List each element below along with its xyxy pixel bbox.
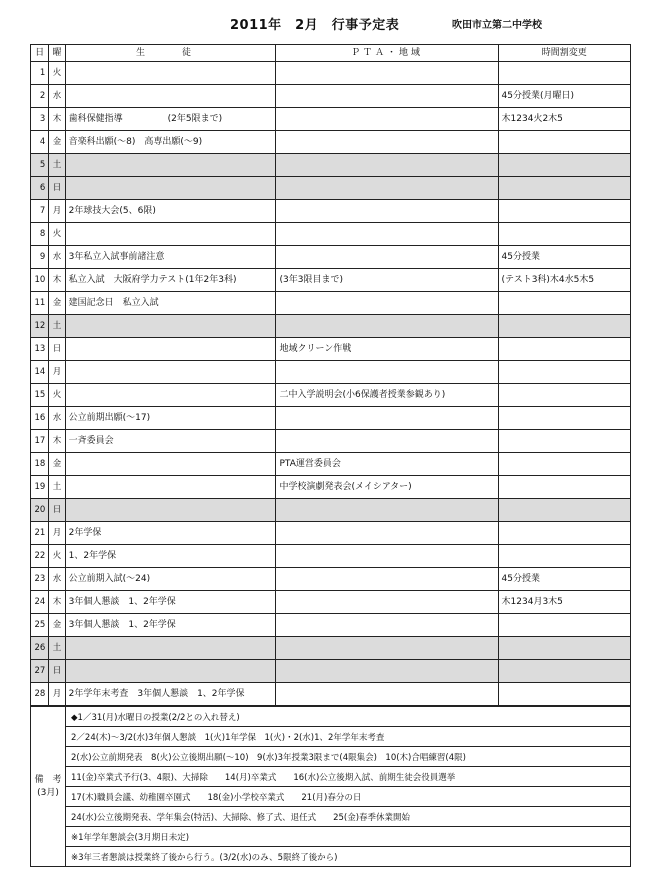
header-timetable: 時間割変更 (498, 45, 630, 62)
weekday-cell: 金 (49, 292, 65, 315)
weekday-cell: 日 (49, 177, 65, 200)
day-cell: 24 (31, 591, 49, 614)
day-cell: 15 (31, 384, 49, 407)
students-cell: 一斉委員会 (65, 430, 276, 453)
timetable-cell (498, 522, 630, 545)
day-cell: 11 (31, 292, 49, 315)
schedule-row (31, 499, 631, 522)
timetable-cell (498, 476, 630, 499)
day-cell: 5 (31, 154, 49, 177)
day-cell: 1 (31, 62, 49, 85)
weekday-cell: 月 (49, 361, 65, 384)
day-cell: 4 (31, 131, 49, 154)
students-cell (65, 62, 276, 85)
schedule-row (31, 269, 631, 292)
pta-cell (276, 200, 498, 223)
students-cell: 1、2年学保 (65, 545, 276, 568)
pta-cell (276, 108, 498, 131)
weekday-cell: 金 (49, 614, 65, 637)
day-cell: 28 (31, 683, 49, 706)
students-cell: 私立入試 大阪府学力テスト(1年2年3科) (65, 269, 276, 292)
header-students: 生 徒 (65, 45, 276, 62)
schedule-row (31, 361, 631, 384)
pta-cell: 二中入学説明会(小6保護者授業参観あり) (276, 384, 498, 407)
notes-row (31, 827, 631, 847)
schedule-row (31, 568, 631, 591)
header-weekday: 曜 (49, 45, 65, 62)
weekday-cell: 月 (49, 522, 65, 545)
pta-cell (276, 62, 498, 85)
timetable-cell (498, 683, 630, 706)
timetable-cell (498, 154, 630, 177)
notes-label-cell (31, 707, 66, 867)
students-cell (65, 476, 276, 499)
day-cell: 17 (31, 430, 49, 453)
document-title: 2011年 2月 行事予定表 (230, 18, 400, 33)
students-cell: 公立前期出願(～17) (65, 407, 276, 430)
notes-label-month: (3月) (37, 787, 59, 798)
weekday-cell: 木 (49, 108, 65, 131)
schedule-row (31, 62, 631, 85)
day-cell: 6 (31, 177, 49, 200)
header-pta: ＰＴＡ・地域 (276, 45, 498, 62)
schedule-row (31, 614, 631, 637)
schedule-row (31, 108, 631, 131)
weekday-cell: 水 (49, 568, 65, 591)
notes-line: ※1年学年懇談会(3月期日未定) (66, 827, 631, 847)
schedule-row (31, 131, 631, 154)
weekday-cell: 火 (49, 223, 65, 246)
day-cell: 12 (31, 315, 49, 338)
timetable-cell (498, 407, 630, 430)
timetable-cell (498, 361, 630, 384)
schedule-row (31, 315, 631, 338)
weekday-cell: 月 (49, 200, 65, 223)
notes-line: ※3年三者懇談は授業終了後から行う。(3/2(水)のみ、5限終了後から) (66, 847, 631, 867)
timetable-cell: 木1234火2木5 (498, 108, 630, 131)
students-cell (65, 660, 276, 683)
weekday-cell: 日 (49, 338, 65, 361)
students-cell: 3年私立入試事前諸注意 (65, 246, 276, 269)
weekday-cell: 月 (49, 683, 65, 706)
students-cell: 建国記念日 私立入試 (65, 292, 276, 315)
pta-cell (276, 637, 498, 660)
day-cell: 22 (31, 545, 49, 568)
pta-cell (276, 131, 498, 154)
pta-cell (276, 315, 498, 338)
students-cell: 公立前期入試(～24) (65, 568, 276, 591)
day-cell: 16 (31, 407, 49, 430)
schedule-row (31, 637, 631, 660)
weekday-cell: 火 (49, 545, 65, 568)
weekday-cell: 火 (49, 384, 65, 407)
timetable-cell: 45分授業 (498, 246, 630, 269)
timetable-cell (498, 637, 630, 660)
schedule-row (31, 476, 631, 499)
pta-cell (276, 683, 498, 706)
students-cell (65, 177, 276, 200)
day-cell: 9 (31, 246, 49, 269)
pta-cell (276, 407, 498, 430)
schedule-row (31, 453, 631, 476)
schedule-row (31, 384, 631, 407)
notes-line: 24(水)公立後期発表、学年集会(特活)、大掃除、修了式、退任式 25(金)春季休業開始 (66, 807, 631, 827)
schedule-row (31, 200, 631, 223)
students-cell (65, 85, 276, 108)
schedule-table (30, 44, 631, 706)
students-cell (65, 154, 276, 177)
timetable-cell (498, 499, 630, 522)
students-cell: 2年学年末考査 3年個人懇談 1、2年学保 (65, 683, 276, 706)
weekday-cell: 木 (49, 591, 65, 614)
students-cell: 2年球技大会(5、6限) (65, 200, 276, 223)
schedule-row (31, 407, 631, 430)
day-cell: 3 (31, 108, 49, 131)
notes-label: 備 考 (34, 774, 62, 785)
document-header (0, 14, 651, 34)
schedule-row (31, 223, 631, 246)
day-cell: 13 (31, 338, 49, 361)
timetable-cell (498, 200, 630, 223)
pta-cell: PTA運営委員会 (276, 453, 498, 476)
students-cell (65, 338, 276, 361)
schedule-row (31, 591, 631, 614)
timetable-cell (498, 384, 630, 407)
pta-cell (276, 154, 498, 177)
timetable-cell (498, 453, 630, 476)
weekday-cell: 水 (49, 85, 65, 108)
weekday-cell: 水 (49, 246, 65, 269)
weekday-cell: 水 (49, 407, 65, 430)
schedule-row (31, 85, 631, 108)
students-cell: 3年個人懇談 1、2年学保 (65, 591, 276, 614)
day-cell: 20 (31, 499, 49, 522)
pta-cell (276, 85, 498, 108)
day-cell: 7 (31, 200, 49, 223)
timetable-cell: 45分授業 (498, 568, 630, 591)
day-cell: 8 (31, 223, 49, 246)
pta-cell (276, 430, 498, 453)
timetable-cell (498, 614, 630, 637)
weekday-cell: 土 (49, 154, 65, 177)
students-cell: 2年学保 (65, 522, 276, 545)
timetable-cell (498, 430, 630, 453)
timetable-cell (498, 660, 630, 683)
schedule-row (31, 430, 631, 453)
notes-row (31, 807, 631, 827)
day-cell: 23 (31, 568, 49, 591)
notes-row (31, 747, 631, 767)
day-cell: 14 (31, 361, 49, 384)
weekday-cell: 金 (49, 453, 65, 476)
notes-line: 2／24(木)～3/2(水)3年個人懇談 1(火)1年学保 1(火)・2(水)1、2年学年末考査 (66, 727, 631, 747)
timetable-cell: 45分授業(月曜日) (498, 85, 630, 108)
timetable-cell (498, 292, 630, 315)
notes-line: 11(金)卒業式予行(3、4限)、大掃除 14(月)卒業式 16(水)公立後期入試、前期生徒会役員選挙 (66, 767, 631, 787)
pta-cell (276, 522, 498, 545)
students-cell: 音楽科出願(～8) 高専出願(～9) (65, 131, 276, 154)
students-cell: 3年個人懇談 1、2年学保 (65, 614, 276, 637)
weekday-cell: 土 (49, 315, 65, 338)
timetable-cell (498, 177, 630, 200)
school-name: 吹田市立第二中学校 (452, 20, 542, 31)
timetable-cell (498, 131, 630, 154)
pta-cell (276, 568, 498, 591)
pta-cell (276, 246, 498, 269)
students-cell (65, 315, 276, 338)
pta-cell: 地域クリーン作戦 (276, 338, 498, 361)
students-cell (65, 223, 276, 246)
notes-row (31, 787, 631, 807)
schedule-row (31, 177, 631, 200)
schedule-row (31, 522, 631, 545)
day-cell: 26 (31, 637, 49, 660)
day-cell: 25 (31, 614, 49, 637)
pta-cell (276, 591, 498, 614)
weekday-cell: 土 (49, 637, 65, 660)
header-day: 日 (31, 45, 49, 62)
day-cell: 19 (31, 476, 49, 499)
pta-cell (276, 223, 498, 246)
pta-cell (276, 361, 498, 384)
notes-row (31, 847, 631, 867)
weekday-cell: 日 (49, 499, 65, 522)
day-cell: 10 (31, 269, 49, 292)
pta-cell (276, 499, 498, 522)
weekday-cell: 木 (49, 430, 65, 453)
students-cell: 歯科保健指導 (2年5限まで) (65, 108, 276, 131)
students-cell (65, 637, 276, 660)
day-cell: 27 (31, 660, 49, 683)
pta-cell: 中学校演劇発表会(メイシアター) (276, 476, 498, 499)
students-cell (65, 384, 276, 407)
students-cell (65, 453, 276, 476)
schedule-row (31, 292, 631, 315)
day-cell: 18 (31, 453, 49, 476)
pta-cell (276, 292, 498, 315)
weekday-cell: 金 (49, 131, 65, 154)
weekday-cell: 土 (49, 476, 65, 499)
notes-table (30, 706, 631, 867)
pta-cell (276, 545, 498, 568)
timetable-cell: 木1234月3木5 (498, 591, 630, 614)
schedule-row (31, 246, 631, 269)
notes-row (31, 707, 631, 727)
schedule-header-row (31, 45, 631, 62)
schedule-row (31, 683, 631, 706)
notes-row (31, 727, 631, 747)
weekday-cell: 火 (49, 62, 65, 85)
timetable-cell (498, 315, 630, 338)
schedule-row (31, 660, 631, 683)
schedule-row (31, 154, 631, 177)
day-cell: 21 (31, 522, 49, 545)
timetable-cell: (テスト3科)木4水5木5 (498, 269, 630, 292)
pta-cell (276, 177, 498, 200)
notes-row (31, 767, 631, 787)
weekday-cell: 日 (49, 660, 65, 683)
schedule-row (31, 545, 631, 568)
pta-cell (276, 614, 498, 637)
pta-cell: (3年3限目まで) (276, 269, 498, 292)
students-cell (65, 361, 276, 384)
notes-line: ◆1／31(月)水曜日の授業(2/2との入れ替え) (66, 707, 631, 727)
students-cell (65, 499, 276, 522)
timetable-cell (498, 62, 630, 85)
day-cell: 2 (31, 85, 49, 108)
weekday-cell: 木 (49, 269, 65, 292)
notes-line: 2(水)公立前期発表 8(火)公立後期出願(～10) 9(水)3年授業3限まで(4限集会) 10(木)合唱練習(4限) (66, 747, 631, 767)
pta-cell (276, 660, 498, 683)
timetable-cell (498, 223, 630, 246)
schedule-row (31, 338, 631, 361)
timetable-cell (498, 545, 630, 568)
notes-line: 17(木)職員会議、幼稚園卒園式 18(金)小学校卒業式 21(月)春分の日 (66, 787, 631, 807)
timetable-cell (498, 338, 630, 361)
